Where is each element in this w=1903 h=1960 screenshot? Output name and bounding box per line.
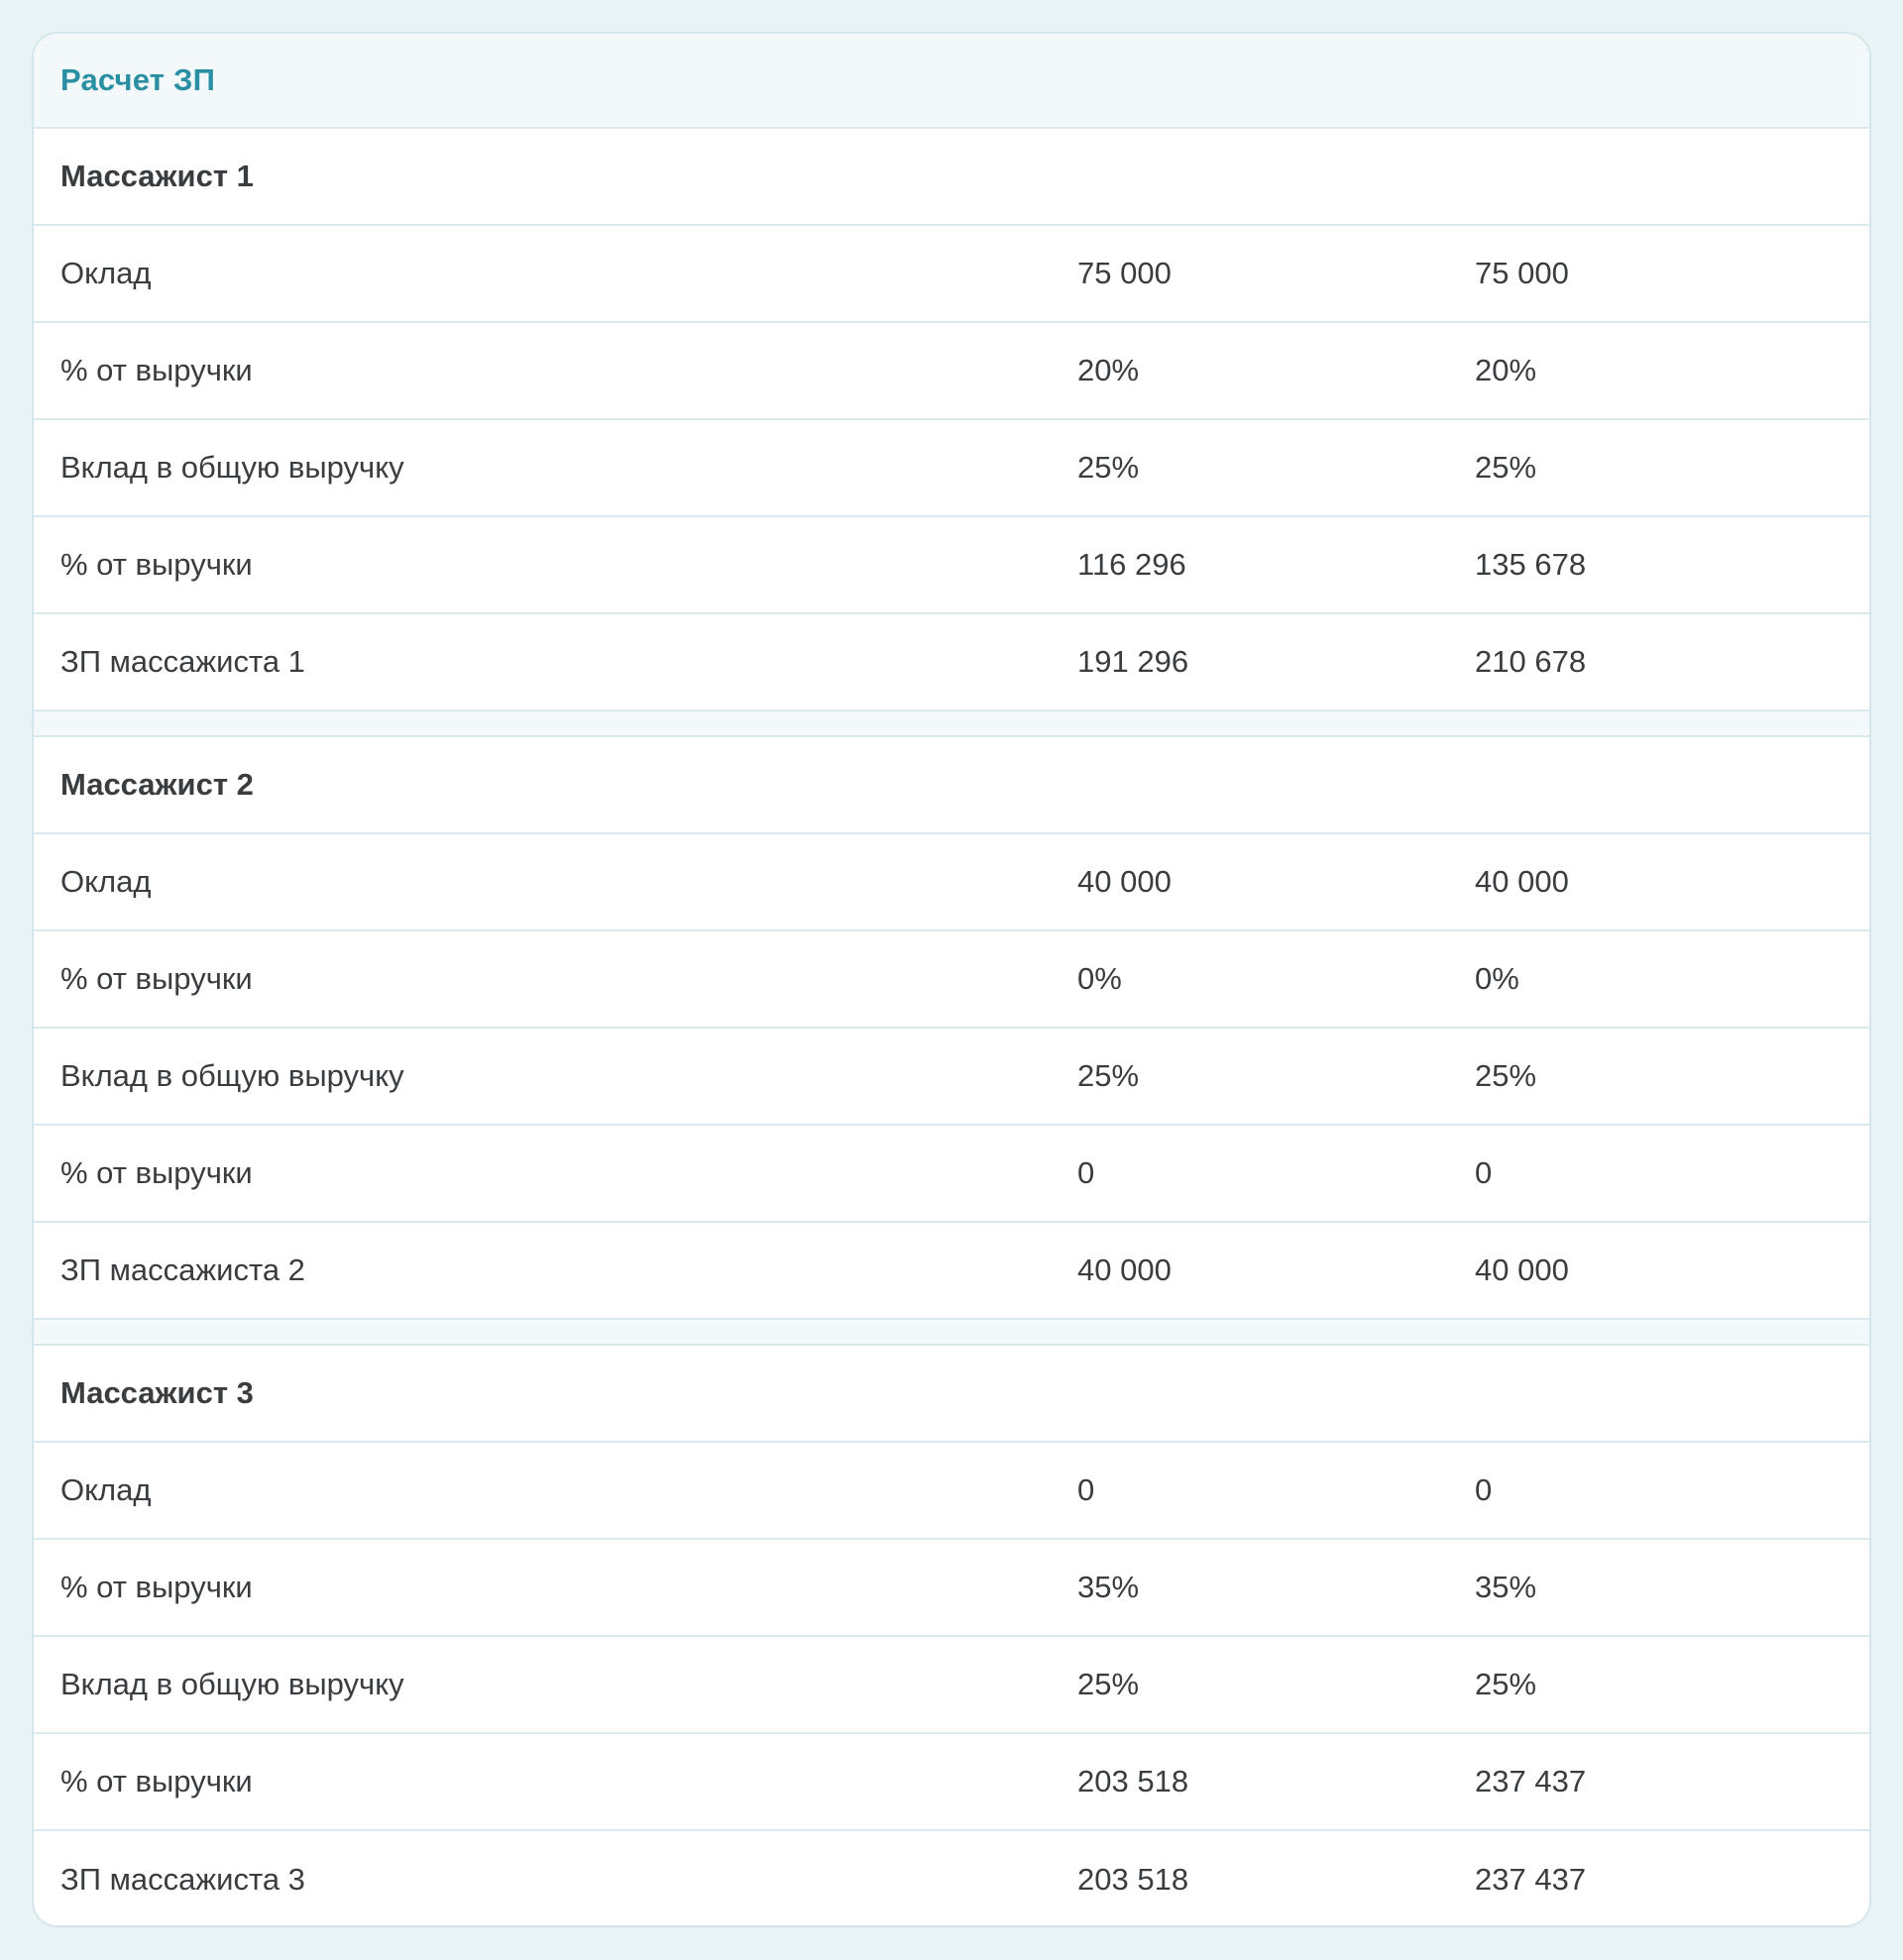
row-value-2: 0%: [1475, 961, 1519, 996]
table-row: [34, 1637, 1869, 1734]
row-value-2: 25%: [1475, 1667, 1537, 1701]
row-label: % от выручки: [60, 1764, 253, 1798]
row-value-2: 237 437: [1475, 1862, 1587, 1897]
card-title: Расчет ЗП: [60, 62, 216, 97]
table-row: [34, 1126, 1869, 1223]
table-row: [34, 1734, 1869, 1831]
row-value-1: 40 000: [1077, 864, 1172, 899]
row-value-2: 75 000: [1475, 256, 1569, 290]
table-row: [34, 834, 1869, 931]
row-value-1: 20%: [1077, 353, 1140, 387]
row-value-2: 0: [1475, 1155, 1493, 1190]
section-masseur-3: [34, 1346, 1869, 1927]
row-value-1: 25%: [1077, 1058, 1140, 1093]
row-value-2: 135 678: [1475, 547, 1587, 582]
row-value-2: 20%: [1475, 353, 1537, 387]
row-label: Оклад: [60, 1472, 152, 1507]
section-title: Массажист 3: [60, 1375, 254, 1410]
row-value-1: 35%: [1077, 1570, 1140, 1604]
row-value-2: 25%: [1475, 1058, 1537, 1093]
table-row: [34, 931, 1869, 1029]
table-row: [34, 420, 1869, 517]
section-divider: [34, 1320, 1869, 1346]
section-masseur-2: [34, 737, 1869, 1320]
row-value-2: 40 000: [1475, 864, 1569, 899]
row-label: Вклад в общую выручку: [60, 1667, 404, 1701]
table-row: [34, 226, 1869, 323]
row-label: Оклад: [60, 864, 152, 899]
row-label: % от выручки: [60, 961, 253, 996]
table-row-total: [34, 1223, 1869, 1320]
row-value-1: 191 296: [1077, 644, 1189, 679]
row-label: ЗП массажиста 1: [60, 644, 305, 679]
row-value-2: 40 000: [1475, 1252, 1569, 1287]
row-value-2: 25%: [1475, 450, 1537, 485]
table-row: [34, 517, 1869, 614]
table-row: [34, 1540, 1869, 1637]
row-value-1: 25%: [1077, 450, 1140, 485]
row-value-1: 0: [1077, 1472, 1095, 1507]
table-row: [34, 1443, 1869, 1540]
row-value-2: 35%: [1475, 1570, 1537, 1604]
table-row-total: [34, 614, 1869, 711]
row-label: ЗП массажиста 3: [60, 1862, 305, 1897]
section-header: [34, 129, 1869, 226]
section-header: [34, 737, 1869, 834]
row-value-1: 203 518: [1077, 1862, 1189, 1897]
row-value-2: 210 678: [1475, 644, 1587, 679]
row-label: Оклад: [60, 256, 152, 290]
salary-calculation-card: [32, 32, 1871, 1927]
table-row: [34, 323, 1869, 420]
row-value-1: 116 296: [1077, 547, 1186, 582]
row-value-1: 203 518: [1077, 1764, 1189, 1798]
row-label: ЗП массажиста 2: [60, 1252, 305, 1287]
row-label: % от выручки: [60, 1155, 253, 1190]
row-value-1: 75 000: [1077, 256, 1172, 290]
row-label: Вклад в общую выручку: [60, 1058, 404, 1093]
row-value-2: 237 437: [1475, 1764, 1587, 1798]
row-value-1: 0%: [1077, 961, 1122, 996]
row-label: % от выручки: [60, 1570, 253, 1604]
row-value-1: 25%: [1077, 1667, 1140, 1701]
section-divider: [34, 711, 1869, 737]
table-row-total: [34, 1831, 1869, 1927]
section-title: Массажист 1: [60, 159, 254, 193]
row-label: % от выручки: [60, 547, 253, 582]
table-row: [34, 1029, 1869, 1126]
row-label: Вклад в общую выручку: [60, 450, 404, 485]
row-value-2: 0: [1475, 1472, 1493, 1507]
card-header: [34, 34, 1869, 129]
section-title: Массажист 2: [60, 767, 254, 802]
section-masseur-1: [34, 129, 1869, 711]
section-header: [34, 1346, 1869, 1443]
row-value-1: 40 000: [1077, 1252, 1172, 1287]
row-label: % от выручки: [60, 353, 253, 387]
row-value-1: 0: [1077, 1155, 1095, 1190]
